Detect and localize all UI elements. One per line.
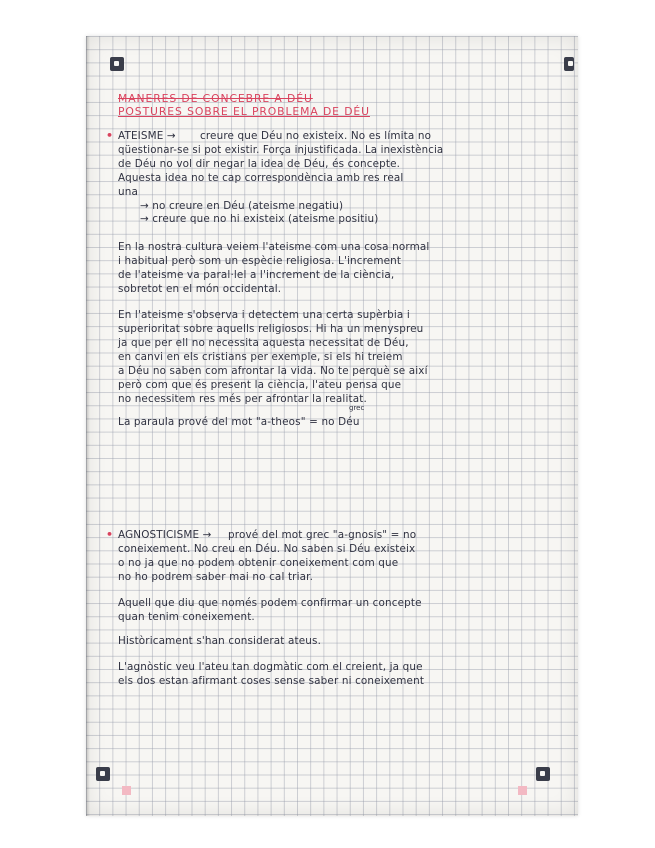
agnosticisme-bullet: • <box>106 528 114 541</box>
ateisme-p1-line-4: sobretot en el món occidental. <box>118 283 282 295</box>
agnosticisme-p1-line-1: Aquell que diu que només podem confirmar un concepte <box>118 597 422 609</box>
agnosticisme-line-1: prové del mot grec "a-gnosis" = no <box>228 529 417 541</box>
ateisme-heading: ATEISME → <box>118 130 176 142</box>
ateisme-p1-line-3: de l'ateisme va paral·lel a l'increment de la ciència, <box>118 269 395 281</box>
ateisme-p2-line-7: no necessitem res més per afrontar la realitat. <box>118 393 367 405</box>
ateisme-line-4: Aquesta idea no te cap correspondència amb res real <box>118 172 404 184</box>
ateisme-p2-line-2: superioritat sobre aquells religiosos. Hi ha un menyspreu <box>118 323 424 335</box>
ateisme-line-3: de Déu no vol dir negar la idea de Déu, és concepte. <box>118 158 401 170</box>
title-line-1: MANERES DE CONCEBRE A DÉU <box>118 92 313 105</box>
title-line-2: POSTURES SOBRE EL PROBLEMA DE DÉU <box>118 105 370 118</box>
ateisme-line-7: → creure que no hi existeix (ateisme positiu) <box>140 213 379 225</box>
ateisme-p2-line-3: ja que per ell no necessita aquesta necessitat de Déu, <box>118 337 409 349</box>
ateisme-line-6: → no creure en Déu (ateisme negatiu) <box>140 200 344 212</box>
ateisme-p2-line-4: en canvi en els cristians per exemple, si els hi treiem <box>118 351 403 363</box>
agnosticisme-line-2: coneixement. No creu en Déu. No saben si Déu existeix <box>118 543 416 555</box>
ateisme-etymology: La paraula prové del mot "a-theos" = no Déu <box>118 416 360 428</box>
ateisme-p2-line-6: però com que és present la ciència, l'ateu pensa que <box>118 379 402 391</box>
etymology-note: grec <box>349 404 365 412</box>
ateisme-p2-line-5: a Déu no saben com afrontar la vida. No te perquè se així <box>118 365 428 377</box>
agnosticisme-p3-line-1: L'agnòstic veu l'ateu tan dogmàtic com el creient, ja que <box>118 661 423 673</box>
agnosticisme-heading: AGNOSTICISME → <box>118 529 212 541</box>
ateisme-p2-line-1: En l'ateisme s'observa i detectem una certa supèrbia i <box>118 309 410 321</box>
agnosticisme-p2-line-1: Històricament s'han considerat ateus. <box>118 635 322 647</box>
ateisme-p1-line-1: En la nostra cultura veiem l'ateisme com una cosa normal <box>118 241 430 253</box>
ateisme-line-1: creure que Déu no existeix. No es límita no <box>200 130 432 142</box>
ateisme-line-2: qüestionar-se si pot existir. Força injustificada. La inexistència <box>118 145 444 156</box>
agnosticisme-line-4: no ho podrem saber mai no cal triar. <box>118 571 314 583</box>
agnosticisme-line-3: o no ja que no podem obtenir coneixement com que <box>118 557 399 569</box>
agnosticisme-p3-line-2: els dos estan afirmant coses sense saber ni coneixement <box>118 675 425 687</box>
agnosticisme-p1-line-2: quan tenim coneixement. <box>118 611 255 623</box>
ateisme-p1-line-2: i habitual però som un espècie religiosa. L'increment <box>118 255 402 267</box>
ateisme-bullet: • <box>106 129 114 142</box>
ateisme-line-5: una <box>118 186 138 198</box>
